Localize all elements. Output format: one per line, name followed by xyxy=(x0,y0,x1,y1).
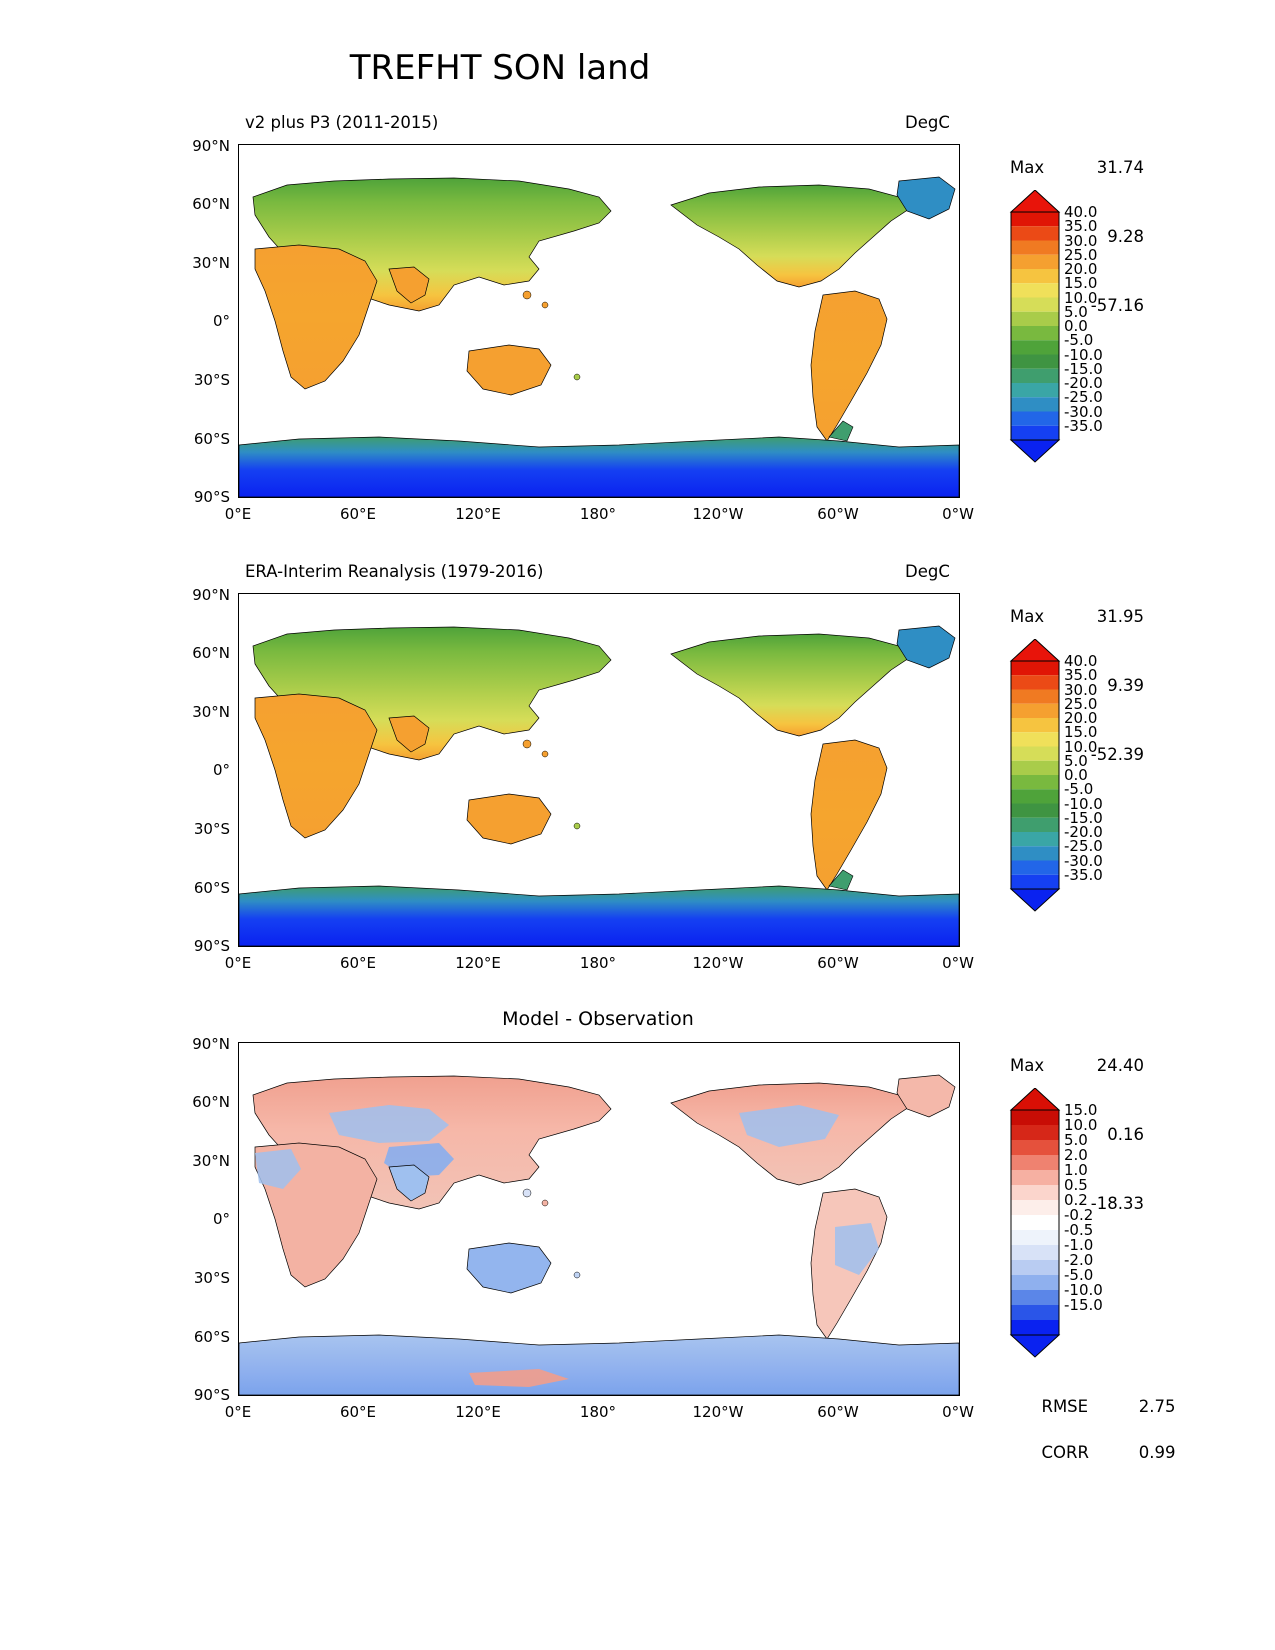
cbar-diff-label-5: 0.5 xyxy=(1064,1176,1088,1194)
xlabel-0e-model: 0°E xyxy=(224,505,252,523)
xlabel-180-model: 180° xyxy=(579,505,617,523)
cbar-model-label-6: 10.0 xyxy=(1064,288,1098,307)
cbar-model-label-7: 5.0 xyxy=(1064,302,1088,321)
landmass-australia xyxy=(467,794,551,844)
xlabel-120w-model: 120°W xyxy=(692,505,744,523)
ylabel-60s-model: 60°S xyxy=(193,430,230,448)
stat-min-observation: -52.39 xyxy=(1090,745,1144,764)
stat-mean-difference: 0.16 xyxy=(1107,1125,1144,1144)
colorbar-observation xyxy=(1008,639,1158,939)
landmass-antarctica xyxy=(239,886,959,946)
stat-max-observation: Max 31.95 xyxy=(1010,607,1144,626)
xlabel-60w-difference: 60°W xyxy=(817,1403,859,1421)
ylabel-90s-model: 90°S xyxy=(193,488,230,506)
figure-title: TREFHT SON land xyxy=(349,48,651,88)
cbar-model-label-12: -20.0 xyxy=(1064,374,1103,392)
cbar-model-label-14: -30.0 xyxy=(1064,402,1103,421)
island-indonesia xyxy=(523,291,531,299)
landmass-north-america xyxy=(671,185,909,287)
landmass-greenland xyxy=(897,626,955,668)
cbar-obs-label-13: -25.0 xyxy=(1064,837,1103,856)
stat-rmse: RMSE 2.75 xyxy=(1041,1397,1176,1416)
stat-max-difference: Max 24.40 xyxy=(1010,1056,1144,1075)
ylabel-30s-difference: 30°S xyxy=(193,1269,230,1287)
map-model xyxy=(238,144,960,498)
cbar-diff-label-2: 5.0 xyxy=(1064,1131,1088,1149)
stat-max-model: Max 31.74 xyxy=(1010,158,1144,177)
panel-title-difference: Model - Observation xyxy=(502,1008,694,1030)
panel-units-observation: DegC xyxy=(905,562,950,581)
cbar-obs-label-11: -15.0 xyxy=(1064,808,1103,827)
ylabel-90n-observation: 90°N xyxy=(192,586,230,604)
cbar-obs-label-7: 5.0 xyxy=(1064,751,1088,770)
ylabel-0-observation: 0° xyxy=(212,761,230,779)
xlabel-0w-observation: 0°W xyxy=(942,954,974,972)
stat-min-model: -57.16 xyxy=(1090,296,1144,315)
landmass-australia xyxy=(467,345,551,395)
panel-units-model: DegC xyxy=(905,113,950,132)
cbar-diff-label-4: 1.0 xyxy=(1064,1161,1088,1179)
cbar-diff-label-7: -0.2 xyxy=(1064,1206,1094,1224)
cbar-model-label-1: 35.0 xyxy=(1064,217,1098,236)
cbar-diff-label-13: -15.0 xyxy=(1064,1296,1103,1314)
stat-corr: CORR 0.99 xyxy=(1041,1443,1176,1462)
cbar-model-label-5: 15.0 xyxy=(1064,274,1098,293)
ylabel-60n-model: 60°N xyxy=(192,195,230,213)
ylabel-60s-observation: 60°S xyxy=(193,879,230,897)
cbar-obs-label-3: 25.0 xyxy=(1064,694,1098,713)
cbar-model-label-4: 20.0 xyxy=(1064,260,1098,278)
cbar-obs-label-15: -35.0 xyxy=(1064,865,1103,884)
cbar-model-label-13: -25.0 xyxy=(1064,388,1103,407)
xlabel-60e-model: 60°E xyxy=(339,505,377,523)
cbar-diff-label-10: -2.0 xyxy=(1064,1251,1094,1269)
landmass-africa xyxy=(255,245,377,389)
cbar-model-label-8: 0.0 xyxy=(1064,317,1088,335)
anomaly-blue-samerica xyxy=(835,1223,879,1275)
colorbar-model xyxy=(1008,190,1158,490)
ylabel-0-difference: 0° xyxy=(212,1210,230,1228)
landmass-greenland xyxy=(897,1075,955,1117)
panel-title-model: v2 plus P3 (2011-2015) xyxy=(245,113,439,132)
xlabel-180-observation: 180° xyxy=(579,954,617,972)
cbar-obs-label-8: 0.0 xyxy=(1064,766,1088,784)
cbar-obs-label-9: -5.0 xyxy=(1064,780,1094,799)
ylabel-60s-difference: 60°S xyxy=(193,1328,230,1346)
ylabel-60n-observation: 60°N xyxy=(192,644,230,662)
landmass-south-america xyxy=(811,740,887,890)
cbar-diff-label-6: 0.2 xyxy=(1064,1191,1088,1209)
island-newguinea xyxy=(542,751,548,757)
landmass-antarctica xyxy=(239,437,959,497)
xlabel-60w-model: 60°W xyxy=(817,505,859,523)
ylabel-30n-difference: 30°N xyxy=(192,1152,230,1170)
xlabel-0w-difference: 0°W xyxy=(942,1403,974,1421)
island-newzealand xyxy=(574,1272,580,1278)
cbar-diff-label-0: 15.0 xyxy=(1064,1101,1098,1119)
ylabel-90n-model: 90°N xyxy=(192,137,230,155)
cbar-obs-label-4: 20.0 xyxy=(1064,709,1098,727)
island-newzealand xyxy=(574,374,580,380)
cbar-model-label-10: -10.0 xyxy=(1064,345,1103,364)
ylabel-0-model: 0° xyxy=(212,312,230,330)
stat-mean-observation: 9.39 xyxy=(1107,676,1144,695)
landmass-greenland xyxy=(897,177,955,219)
xlabel-120e-observation: 120°E xyxy=(455,954,501,972)
cbar-obs-label-14: -30.0 xyxy=(1064,851,1103,870)
stat-min-difference: -18.33 xyxy=(1090,1194,1144,1213)
cbar-model-label-15: -35.0 xyxy=(1064,416,1103,435)
ylabel-90n-difference: 90°N xyxy=(192,1035,230,1053)
cbar-diff-label-3: 2.0 xyxy=(1064,1146,1088,1164)
cbar-model-label-3: 25.0 xyxy=(1064,245,1098,264)
ylabel-30s-observation: 30°S xyxy=(193,820,230,838)
xlabel-60w-observation: 60°W xyxy=(817,954,859,972)
cbar-model-label-9: -5.0 xyxy=(1064,331,1094,350)
stat-mean-model: 9.28 xyxy=(1107,227,1144,246)
map-difference-svg xyxy=(239,1043,959,1395)
cbar-obs-label-2: 30.0 xyxy=(1064,680,1098,699)
colorbar-difference xyxy=(1008,1088,1158,1378)
island-newzealand xyxy=(574,823,580,829)
cbar-diff-label-8: -0.5 xyxy=(1064,1221,1094,1239)
xlabel-120w-difference: 120°W xyxy=(692,1403,744,1421)
landmass-australia xyxy=(467,1243,551,1293)
cbar-diff-label-1: 10.0 xyxy=(1064,1116,1098,1134)
cbar-model-label-0: 40.0 xyxy=(1064,203,1098,221)
landmass-south-america xyxy=(811,291,887,441)
map-difference xyxy=(238,1042,960,1396)
panel-title-observation: ERA-Interim Reanalysis (1979-2016) xyxy=(245,562,544,581)
cbar-model-label-11: -15.0 xyxy=(1064,359,1103,378)
island-indonesia xyxy=(523,1189,531,1197)
cbar-obs-label-10: -10.0 xyxy=(1064,794,1103,813)
map-observation xyxy=(238,593,960,947)
cbar-diff-label-11: -5.0 xyxy=(1064,1266,1094,1284)
xlabel-60e-difference: 60°E xyxy=(339,1403,377,1421)
ylabel-30n-model: 30°N xyxy=(192,254,230,272)
xlabel-120e-model: 120°E xyxy=(455,505,501,523)
island-indonesia xyxy=(523,740,531,748)
cbar-diff-label-9: -1.0 xyxy=(1064,1236,1094,1254)
ylabel-30n-observation: 30°N xyxy=(192,703,230,721)
ylabel-60n-difference: 60°N xyxy=(192,1093,230,1111)
xlabel-180-difference: 180° xyxy=(579,1403,617,1421)
cbar-obs-label-5: 15.0 xyxy=(1064,723,1098,742)
map-observation-svg xyxy=(239,594,959,946)
ylabel-90s-observation: 90°S xyxy=(193,937,230,955)
ylabel-90s-difference: 90°S xyxy=(193,1386,230,1404)
island-newguinea xyxy=(542,1200,548,1206)
cbar-obs-label-12: -20.0 xyxy=(1064,823,1103,841)
landmass-africa xyxy=(255,694,377,838)
stats-skill-difference xyxy=(1010,1372,1175,1487)
landmass-north-america xyxy=(671,634,909,736)
cbar-diff-label-12: -10.0 xyxy=(1064,1281,1103,1299)
xlabel-0e-difference: 0°E xyxy=(224,1403,252,1421)
cbar-obs-label-6: 10.0 xyxy=(1064,737,1098,756)
xlabel-60e-observation: 60°E xyxy=(339,954,377,972)
xlabel-0e-observation: 0°E xyxy=(224,954,252,972)
landmass-antarctica xyxy=(239,1335,959,1395)
xlabel-120e-difference: 120°E xyxy=(455,1403,501,1421)
cbar-obs-label-1: 35.0 xyxy=(1064,666,1098,685)
cbar-model-label-2: 30.0 xyxy=(1064,231,1098,250)
map-model-svg xyxy=(239,145,959,497)
xlabel-0w-model: 0°W xyxy=(942,505,974,523)
cbar-obs-label-0: 40.0 xyxy=(1064,652,1098,670)
xlabel-120w-observation: 120°W xyxy=(692,954,744,972)
ylabel-30s-model: 30°S xyxy=(193,371,230,389)
island-newguinea xyxy=(542,302,548,308)
